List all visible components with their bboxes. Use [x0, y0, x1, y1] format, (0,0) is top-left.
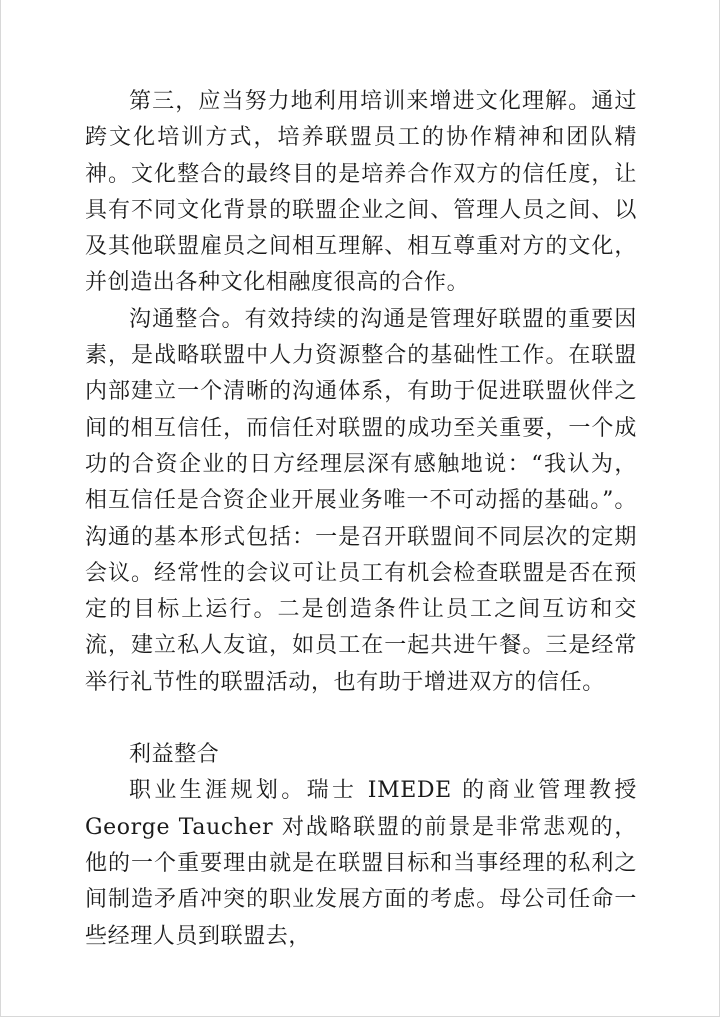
- paragraph-career-planning: 职业生涯规划。瑞士 IMEDE 的商业管理教授 George Taucher 对战略联盟的前景是非常悲观的，他的一个重要理由就是在联盟目标和当事经理的私利之间制造矛盾冲突的职业发展方面的考虑。母公司任命一些经理人员到联盟去，: [85, 778, 637, 949]
- paragraph-communication-integration: 沟通整合。有效持续的沟通是管理好联盟的重要因素，是战略联盟中人力资源整合的基础性工作。在联盟内部建立一个清晰的沟通体系，有助于促进联盟伙伴之间的相互信任，而信任对联盟的成功至关重要，一个成功的合资企业的日方经理层深有感触地说：“我认为，相互信任是合资企业开展业务唯一不可动摇的基础。”。沟通的基本形式包括：一是召开联盟间不同层次的定期会议。经常性的会议可让员工有机会检查联盟是否在预定的目标上运行。二是创造条件让员工之间互访和交流，建立私人友谊，如员工在一起共进午餐。三是经常举行礼节性的联盟活动，也有助于增进双方的信任。: [85, 306, 637, 695]
- paragraph-cultural-training: 第三，应当努力地利用培训来增进文化理解。通过跨文化培训方式，培养联盟员工的协作精神和团队精神。文化整合的最终目的是培养合作双方的信任度，让具有不同文化背景的联盟企业之间、管理人员之间、以及其他联盟雇员之间相互理解、相互尊重对方的文化，并创造出各种文化相融度很高的合作。: [85, 89, 637, 296]
- document-body: [85, 84, 637, 955]
- section-heading-interest-integration: 利益整合: [129, 742, 220, 768]
